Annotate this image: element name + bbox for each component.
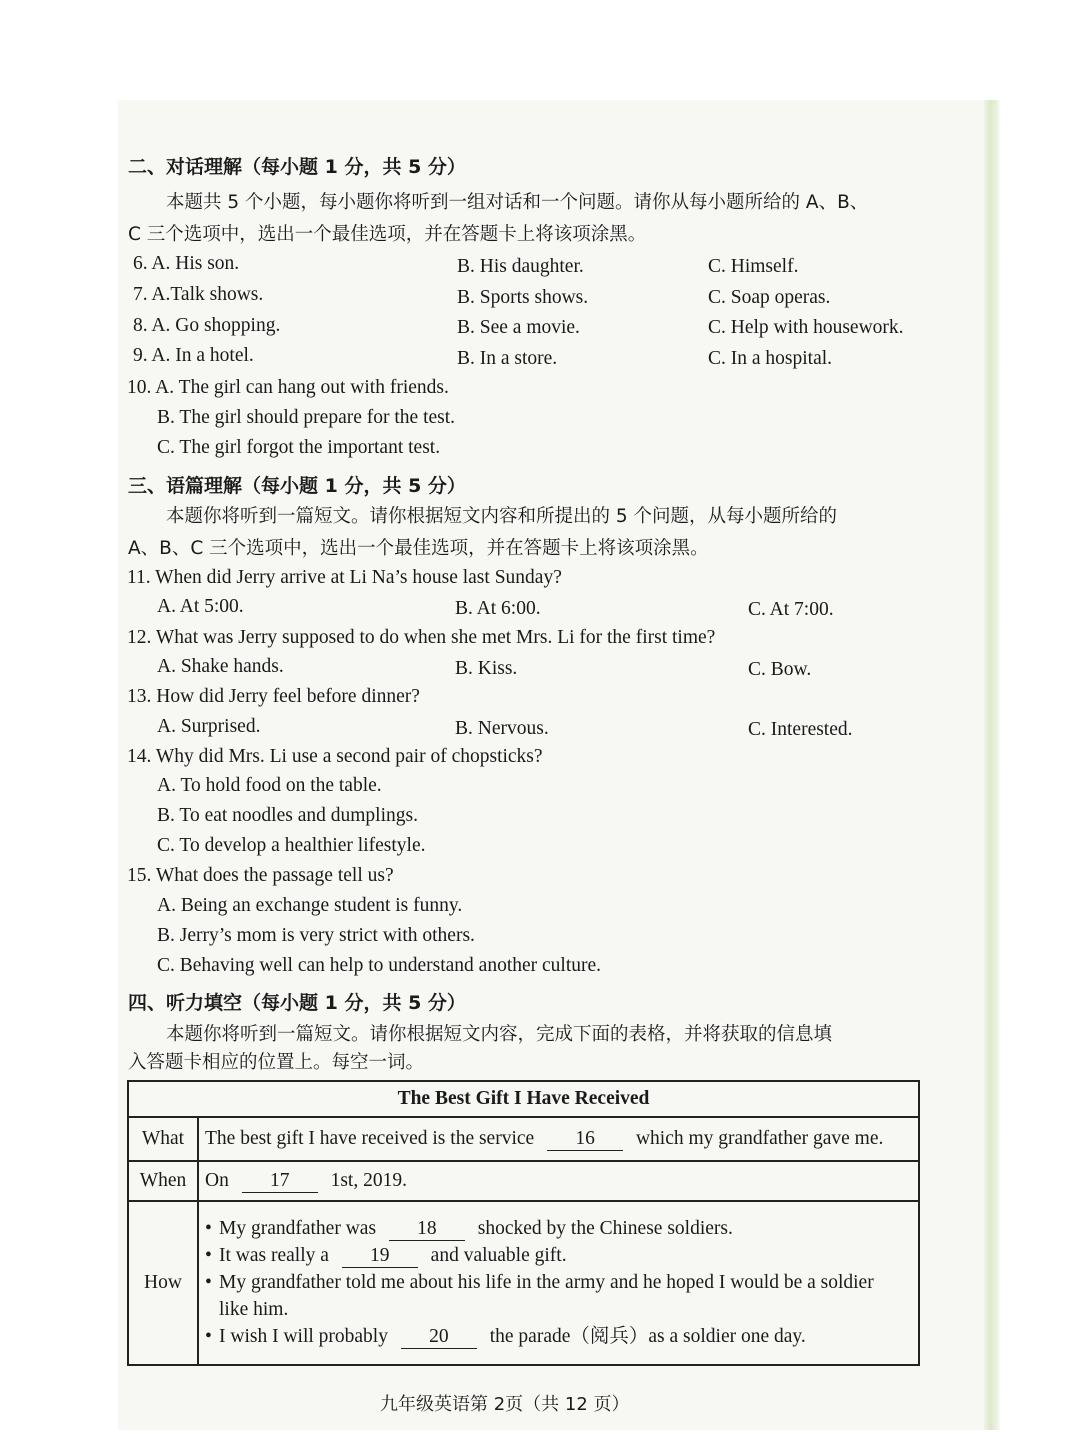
bullet-dot: • xyxy=(205,1271,212,1293)
what-text-post: which my grandfather gave me. xyxy=(635,1127,884,1149)
blank-20: 20 xyxy=(401,1326,477,1349)
q10-option-a: 10. A. The girl can hang out with friends. xyxy=(127,377,449,398)
table-title: The Best Gift I Have Received xyxy=(128,1081,919,1117)
q8-option-a: 8. A. Go shopping. xyxy=(133,315,281,336)
q9-option-a: 9. A. In a hotel. xyxy=(133,345,254,366)
what-text-pre: The best gift I have received is the service xyxy=(205,1127,535,1149)
q7-option-c: C. Soap operas. xyxy=(708,287,831,308)
how-b4-pre: I wish I will probably xyxy=(219,1325,388,1347)
q12-option-a: A. Shake hands. xyxy=(157,656,284,677)
how-b3-line2: like him. xyxy=(219,1298,289,1320)
section-4-intro-line2: 入答题卡相应的位置上。每空一词。 xyxy=(128,1052,425,1073)
q14-option-a: A. To hold food on the table. xyxy=(157,775,382,796)
how-bullet-3 xyxy=(205,1269,912,1296)
blank-17: 17 xyxy=(242,1170,318,1193)
section-4-intro-line1: 本题你将听到一篇短文。请你根据短文内容，完成下面的表格，并将获取的信息填 xyxy=(166,1024,833,1045)
q15-option-c: C. Behaving well can help to understand another culture. xyxy=(157,955,602,976)
q9-option-c: C. In a hospital. xyxy=(708,348,833,369)
q12-option-b: B. Kiss. xyxy=(455,658,518,679)
how-b1-pre: My grandfather was xyxy=(219,1217,377,1239)
q7-option-b: B. Sports shows. xyxy=(457,287,589,308)
q11-question: 11. When did Jerry arrive at Li Na’s house last Sunday? xyxy=(127,567,562,588)
q7-option-a: 7. A.Talk shows. xyxy=(133,284,264,305)
section-3-intro-line1: 本题你将听到一篇短文。请你根据短文内容和所提出的 5 个问题，从每小题所给的 xyxy=(166,506,838,527)
blank-16: 16 xyxy=(547,1128,623,1151)
row-content-what xyxy=(198,1117,919,1161)
bullet-dot: • xyxy=(205,1217,212,1239)
section-4-title: 四、听力填空（每小题 1 分，共 5 分） xyxy=(128,992,466,1014)
how-bullet-4 xyxy=(205,1323,912,1350)
how-b2-pre: It was really a xyxy=(219,1244,329,1266)
q6-option-a: 6. A. His son. xyxy=(133,253,240,274)
bullet-dot: • xyxy=(205,1325,212,1347)
when-text-pre: On xyxy=(205,1169,229,1191)
row-label-when: When xyxy=(128,1161,198,1201)
q10-option-c: C. The girl forgot the important test. xyxy=(157,437,441,458)
section-3-intro-line2: A、B、C 三个选项中，选出一个最佳选项，并在答题卡上将该项涂黑。 xyxy=(128,538,709,559)
page-edge-shadow xyxy=(984,100,998,1430)
q14-option-c: C. To develop a healthier lifestyle. xyxy=(157,835,426,856)
q15-option-a: A. Being an exchange student is funny. xyxy=(157,895,463,916)
row-content-how xyxy=(198,1201,919,1365)
q14-question: 14. Why did Mrs. Li use a second pair of chopsticks? xyxy=(127,746,543,767)
how-bullet-2 xyxy=(205,1242,912,1269)
how-bullet-1 xyxy=(205,1215,912,1242)
when-text-post: 1st, 2019. xyxy=(330,1169,407,1191)
q13-option-c: C. Interested. xyxy=(748,719,853,740)
how-b2-post: and valuable gift. xyxy=(430,1244,567,1266)
q11-option-a: A. At 5:00. xyxy=(157,596,244,617)
q12-option-c: C. Bow. xyxy=(748,659,812,680)
q13-option-b: B. Nervous. xyxy=(455,718,549,739)
section-2-title: 二、对话理解（每小题 1 分，共 5 分） xyxy=(128,156,466,178)
q13-option-a: A. Surprised. xyxy=(157,716,261,737)
q15-question: 15. What does the passage tell us? xyxy=(127,865,394,886)
q9-option-b: B. In a store. xyxy=(457,348,558,369)
q10-option-b: B. The girl should prepare for the test. xyxy=(157,407,456,428)
row-content-when xyxy=(198,1161,919,1201)
q11-option-c: C. At 7:00. xyxy=(748,599,834,620)
q14-option-b: B. To eat noodles and dumplings. xyxy=(157,805,418,826)
q8-option-c: C. Help with housework. xyxy=(708,317,904,338)
row-label-how: How xyxy=(128,1201,198,1365)
row-label-what: What xyxy=(128,1117,198,1161)
blank-19: 19 xyxy=(342,1245,418,1268)
q11-option-b: B. At 6:00. xyxy=(455,598,541,619)
q12-question: 12. What was Jerry supposed to do when she met Mrs. Li for the first time? xyxy=(127,627,716,648)
how-b1-post: shocked by the Chinese soldiers. xyxy=(477,1217,733,1239)
how-bullet-3-cont xyxy=(205,1296,912,1323)
section-3-title: 三、语篇理解（每小题 1 分，共 5 分） xyxy=(128,475,466,497)
page-footer: 九年级英语第 2页（共 12 页） xyxy=(380,1394,630,1415)
blank-18: 18 xyxy=(389,1218,465,1241)
gift-table xyxy=(127,1080,920,1366)
how-b4-post: the parade（阅兵）as a soldier one day. xyxy=(489,1325,806,1347)
section-2-intro-line2: C 三个选项中，选出一个最佳选项，并在答题卡上将该项涂黑。 xyxy=(128,224,647,245)
q15-option-b: B. Jerry’s mom is very strict with others. xyxy=(157,925,475,946)
q8-option-b: B. See a movie. xyxy=(457,317,580,338)
q6-option-b: B. His daughter. xyxy=(457,256,584,277)
section-2-intro-line1: 本题共 5 个小题，每小题你将听到一组对话和一个问题。请你从每小题所给的 A、B、 xyxy=(166,192,869,213)
q13-question: 13. How did Jerry feel before dinner? xyxy=(127,686,420,707)
how-b3-line1: My grandfather told me about his life in the army and he hoped I would be a soldier xyxy=(219,1271,874,1293)
q6-option-c: C. Himself. xyxy=(708,256,799,277)
bullet-dot: • xyxy=(205,1244,212,1266)
